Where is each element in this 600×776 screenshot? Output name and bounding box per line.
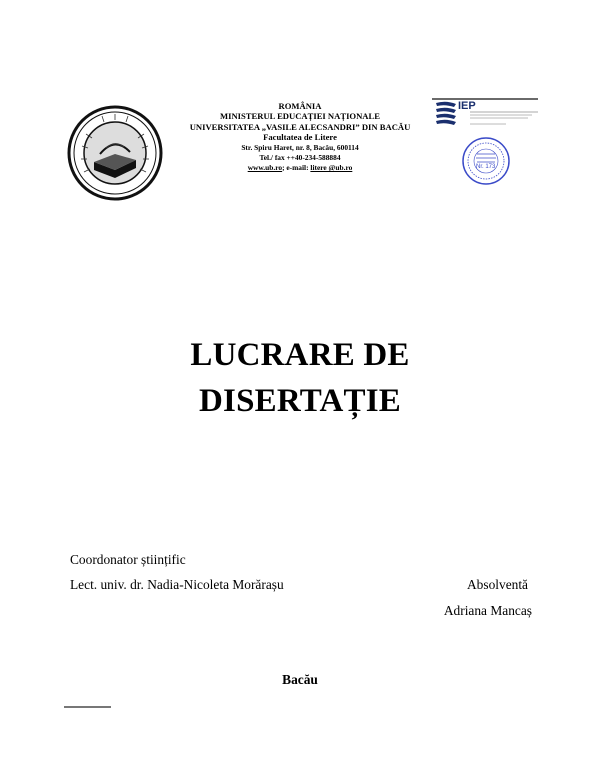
graduate-name: Adriana Mancaș — [443, 603, 532, 618]
university-name: UNIVERSITATEA „VASILE ALECSANDRI” DIN BACĂU — [189, 121, 411, 132]
country-name: ROMÂNIA — [278, 101, 322, 111]
contact-line — [150, 163, 450, 173]
thesis-title — [0, 332, 600, 424]
address: Str. Spiru Haret, nr. 8, Bacău, 600114 — [241, 142, 359, 152]
phone-fax: Tel./ fax ++40-234-588884 — [259, 153, 341, 163]
iep-logo-text: IEP — [458, 100, 476, 112]
coordinator-name: Lect. univ. dr. Nadia-Nicoleta Morărașu — [70, 577, 284, 592]
title-line-1: LUCRARE DE — [190, 337, 410, 373]
email-link[interactable]: litere @ub.ro — [310, 163, 353, 173]
blue-stamp-icon — [461, 136, 511, 186]
faculty-name: Facultatea de Litere — [263, 132, 337, 143]
website-link[interactable]: www.ub.ro — [247, 163, 283, 173]
graduate-label: Absolventă — [467, 577, 528, 592]
title-line-2: DISERTAȚIE — [199, 383, 401, 419]
city: Bacău — [282, 672, 318, 687]
institution-header — [150, 101, 450, 174]
stamp-number: Nr. 173 — [476, 164, 496, 170]
coordinator-label: Coordonator științific — [70, 552, 186, 567]
ministry-name: MINISTERUL EDUCAȚIEI NAȚIONALE — [220, 111, 380, 122]
iep-logo-icon — [432, 96, 542, 128]
email-label: ; e-mail: — [282, 163, 311, 173]
footer-divider — [64, 706, 111, 708]
